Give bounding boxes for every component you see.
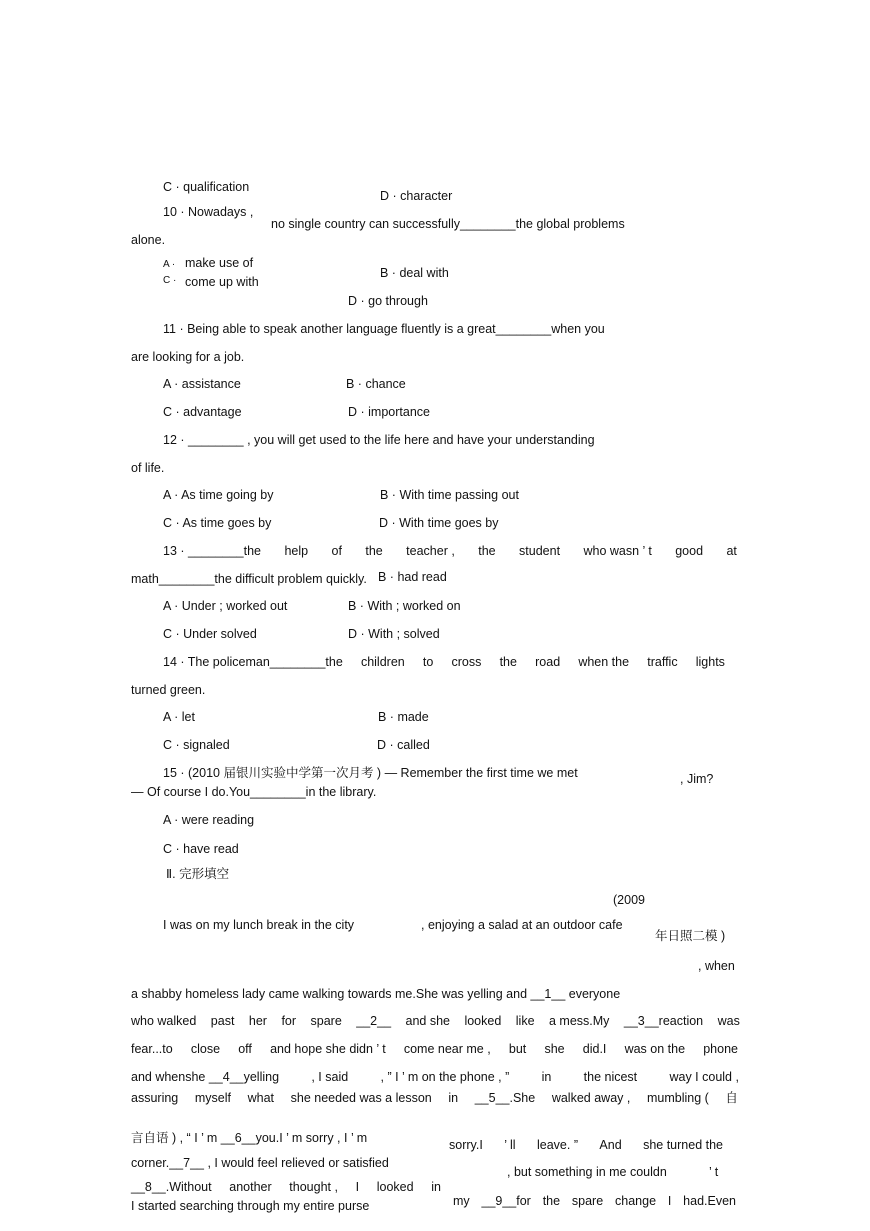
word: I — [355, 1180, 360, 1194]
question-stem-tail: , Jim? — [680, 772, 714, 786]
option-a: A · assistance — [163, 377, 241, 391]
question-stem: no single country can successfully________the global problems — [271, 217, 625, 231]
word: myself — [194, 1091, 231, 1105]
passage-line: I started searching through my entire purse — [131, 1199, 370, 1213]
question-number: 10 · Nowadays , — [163, 205, 254, 219]
word: , ” I ’ m on the phone , ” — [380, 1070, 510, 1084]
option-a: make use of — [185, 256, 254, 270]
option-a: A · As time going by — [163, 488, 274, 502]
word: ’ ll — [504, 1138, 516, 1152]
option-a: A · let — [163, 710, 195, 724]
option-d: D · importance — [348, 405, 430, 419]
passage-line: corner.__7__ , I would feel relieved or satisfied — [131, 1156, 389, 1170]
word: children — [360, 655, 405, 669]
passage-line — [131, 1013, 740, 1029]
option-b: B · made — [378, 710, 429, 724]
option-b: B · With ; worked on — [348, 599, 461, 613]
question-stem-continued: — Of course I do.You________in the library. — [131, 785, 377, 799]
word: __9__for — [481, 1194, 531, 1208]
word: looked — [464, 1014, 502, 1028]
word: past — [210, 1014, 235, 1028]
word: at — [726, 544, 737, 558]
word: but — [508, 1042, 527, 1056]
word: sorry.I — [449, 1138, 483, 1152]
word: I — [667, 1194, 672, 1208]
option-c: C · advantage — [163, 405, 242, 419]
passage-source: 年日照二模 ) — [655, 929, 726, 943]
question-stem-continued: turned green. — [131, 683, 206, 697]
option-c: C · As time goes by — [163, 516, 272, 530]
word: she — [544, 1042, 565, 1056]
word: 14 · The policeman________the — [163, 655, 343, 669]
word: __5__.She — [474, 1091, 536, 1105]
word: had.Even — [683, 1194, 736, 1208]
option-c: C · have read — [163, 842, 239, 856]
word: and hope she didn ’ t — [270, 1042, 386, 1056]
word: the nicest — [583, 1070, 638, 1084]
word: traffic — [647, 655, 678, 669]
passage-line — [449, 1137, 723, 1153]
word: in — [448, 1091, 459, 1105]
question-stem-continued: are looking for a job. — [131, 350, 245, 364]
word: looked — [376, 1180, 414, 1194]
word: the — [478, 544, 496, 558]
question-stem-continued: of life. — [131, 461, 165, 475]
word: was — [717, 1014, 740, 1028]
option-b: B · chance — [346, 377, 406, 391]
passage-line: , enjoying a salad at an outdoor cafe — [421, 918, 623, 932]
passage-line — [131, 1041, 738, 1057]
word: teacher , — [406, 544, 455, 558]
word: the — [365, 544, 383, 558]
word: the — [499, 655, 517, 669]
passage-line: a shabby homeless lady came walking towards me.She was yelling and __1__ everyone — [131, 987, 621, 1001]
passage-line — [453, 1193, 736, 1209]
option-c: C · Under solved — [163, 627, 257, 641]
option-c: C · qualification — [163, 180, 250, 194]
word: my — [453, 1194, 470, 1208]
option-c: come up with — [185, 275, 259, 289]
passage-line: I was on my lunch break in the city — [163, 918, 355, 932]
passage-line: 言自语 ) , “ I ’ m __6__you.I ’ m sorry , I ’ m — [131, 1131, 368, 1145]
option-b: B · With time passing out — [380, 488, 519, 502]
word: way I could , — [669, 1070, 739, 1084]
word: like — [515, 1014, 535, 1028]
option-d: D · go through — [348, 294, 428, 308]
word: for — [281, 1014, 297, 1028]
option-d: D · With ; solved — [348, 627, 440, 641]
word: when the — [578, 655, 630, 669]
word: who walked — [131, 1014, 197, 1028]
word: of — [331, 544, 342, 558]
word: her — [248, 1014, 267, 1028]
passage-line: , when — [698, 959, 735, 973]
option-a: A · Under ; worked out — [163, 599, 288, 613]
passage-line: ’ t — [709, 1165, 719, 1179]
word: and she — [405, 1014, 450, 1028]
word: 13 · ________the — [163, 544, 262, 558]
word: spare — [310, 1014, 342, 1028]
passage-source: (2009 — [613, 893, 645, 907]
word: a mess.My — [549, 1014, 610, 1028]
word: mumbling ( — [646, 1091, 709, 1105]
question-stem — [163, 654, 725, 670]
passage-line: , but something in me couldn — [507, 1165, 667, 1179]
word: what — [247, 1091, 275, 1105]
passage-line — [131, 1179, 441, 1195]
section-title: Ⅱ. 完形填空 — [166, 867, 230, 881]
passage-line — [131, 1090, 738, 1106]
word: student — [519, 544, 561, 558]
option-c: C · signaled — [163, 738, 230, 752]
word: __3__reaction — [623, 1014, 704, 1028]
question-stem-continued: math________the difficult problem quickly. — [131, 572, 367, 586]
word: road — [535, 655, 561, 669]
word: close — [190, 1042, 221, 1056]
word: she needed was a lesson — [290, 1091, 432, 1105]
option-d: D · called — [377, 738, 430, 752]
option-mark-a: A · — [163, 259, 176, 270]
word: __8__.Without — [131, 1180, 212, 1194]
word: she turned the — [643, 1138, 723, 1152]
word: to — [422, 655, 434, 669]
word: spare — [571, 1194, 604, 1208]
word: come near me , — [403, 1042, 491, 1056]
question-stem: 15 · (2010 届银川实验中学第一次月考 ) — Remember the first time we met — [163, 766, 578, 780]
word: another — [229, 1180, 272, 1194]
question-stem: 12 · ________ , you will get used to the life here and have your understanding — [163, 433, 595, 447]
word: the — [542, 1194, 561, 1208]
passage-line — [131, 1069, 739, 1085]
word: off — [238, 1042, 252, 1056]
word: who wasn ’ t — [583, 544, 652, 558]
word: __2__ — [356, 1014, 392, 1028]
word: , I said — [311, 1070, 349, 1084]
word: in — [541, 1070, 552, 1084]
word: thought , — [289, 1180, 338, 1194]
overlapping-option: B · had read — [378, 570, 447, 584]
option-a: A · were reading — [163, 813, 255, 827]
word: good — [675, 544, 704, 558]
word: assuring — [131, 1091, 179, 1105]
question-stem — [163, 543, 737, 559]
word: help — [284, 544, 309, 558]
word: leave. ” — [536, 1138, 578, 1152]
word: lights — [695, 655, 725, 669]
word: And — [599, 1138, 622, 1152]
question-stem: 11 · Being able to speak another language fluently is a great________when you — [163, 322, 605, 336]
word: did.I — [582, 1042, 607, 1056]
option-mark-c: C · — [163, 275, 177, 286]
word: and whenshe __4__yelling — [131, 1070, 280, 1084]
word: fear...to — [131, 1042, 173, 1056]
word: cross — [451, 655, 482, 669]
option-b: B · deal with — [380, 266, 449, 280]
word: phone — [703, 1042, 738, 1056]
word: was on the — [624, 1042, 686, 1056]
question-stem-continued: alone. — [131, 233, 166, 247]
word: in — [431, 1180, 441, 1194]
option-d: D · character — [380, 189, 453, 203]
word: change — [615, 1194, 657, 1208]
word: walked away , — [551, 1091, 631, 1105]
option-d: D · With time goes by — [379, 516, 499, 530]
word: 自 — [725, 1091, 738, 1105]
